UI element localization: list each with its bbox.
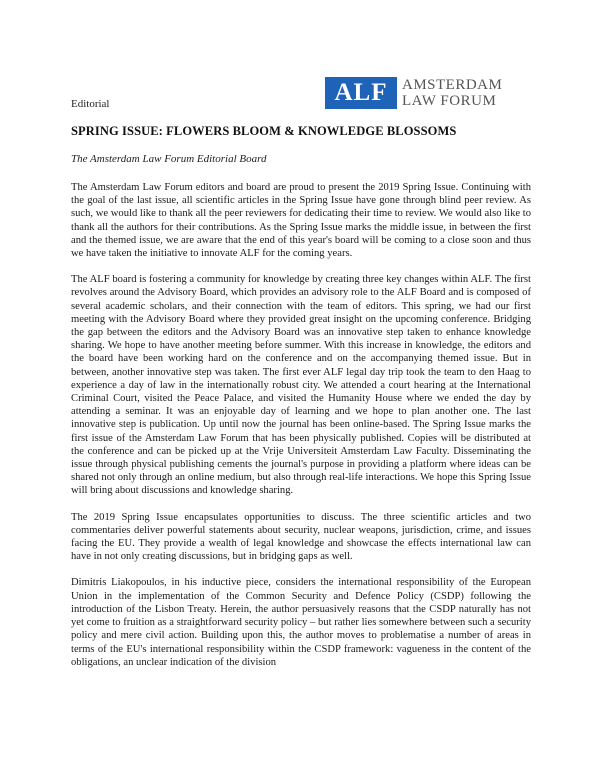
article-author: The Amsterdam Law Forum Editorial Board bbox=[71, 153, 267, 165]
logo-line-1: AMSTERDAM bbox=[402, 77, 503, 93]
paragraph: Dimitris Liakopoulos, in his inductive piece, considers the international responsibility of the European Union in the implementation of the Common Security and Defence Policy (CSDP) following the introduction of the Lisbon Treaty. Herein, the author persuasively reasons that the CSDP naturally has not yet come to fruition as a straightforward security policy – but rather lies somewhere between such a security policy and mere civil action. Building upon this, the author moves to problematise a number of areas in terms of the EU's international responsibility within the CSDP framework: vagueness in the content of the obligations, an unclear indication of the division bbox=[71, 577, 531, 668]
paragraph: The Amsterdam Law Forum editors and board are proud to present the 2019 Spring Issue. Continuing with the goal of the last issue, all scientific articles in the Spring Issue have gone through blind peer review. As such, we would like to thank all the peer reviewers for dedicating their time to review. We would also like to thank all the authors for their contributions. As the Spring Issue marks the middle issue, in between the first and the themed issue, we are aware that the end of this year's board will be coming to a close soon and thus we have taken the initiative to innovate ALF for the coming years. bbox=[71, 182, 531, 260]
paragraph: The ALF board is fostering a community for knowledge by creating three key changes within ALF. The first revolves around the Advisory Board, which provides an advisory role to the ALF Board and is composed of several academic scholars, and their connection with the team of editors. This spring, we had our first meeting with the Advisory Board where they provided great insight on the upcoming conference. Bridging the gap between the editors and the Advisory Board was an innovative step taken to enhance knowledge sharing. We hope to have another meeting before summer. With this increase in knowledge, the editors and the board have been working hard on the conference and on the accompanying themed issue. But in between, another innovative step was taken. The first ever ALF legal day trip took the team to den Haag to experience a day of law in the internationally robust city. We attended a court hearing at the International Criminal Court, visited the Peace Palace, and visited the Humanity House where we ended the day by attending a seminar. It was an enjoyable day of learning and we hope to plan another one. The last innovative step is publication. Up until now the journal has been online-based. The Spring Issue marks the first issue of the Amsterdam Law Forum that has been physically published. Copies will be distributed at the conference and can be picked up at the Vrije Universiteit Amsterdam Law Faculty. Disseminating the issue through physical publishing cements the journal's purpose in providing a platform where ideas can be shared not only through an online medium, but also through real-life interactions. We hope this Spring Issue will bring about discussions and knowledge sharing. bbox=[71, 274, 531, 497]
paragraph: The 2019 Spring Issue encapsulates opportunities to discuss. The three scientific articles and two commentaries deliver powerful statements about security, nuclear weapons, jurisdiction, crime, and issues facing the EU. They provide a wealth of legal knowledge and showcase the effects international law can have in not only creating discussions, but in bridging gaps as well. bbox=[71, 511, 531, 563]
alf-logo bbox=[325, 76, 535, 110]
logo-line-2: LAW FORUM bbox=[402, 93, 497, 109]
article-title: SPRING ISSUE: FLOWERS BLOOM & KNOWLEDGE BLOSSOMS bbox=[71, 124, 457, 138]
section-label: Editorial bbox=[71, 98, 110, 110]
article-body bbox=[71, 181, 531, 682]
logo-wordmark bbox=[402, 77, 502, 109]
logo-mark: ALF bbox=[325, 77, 397, 109]
